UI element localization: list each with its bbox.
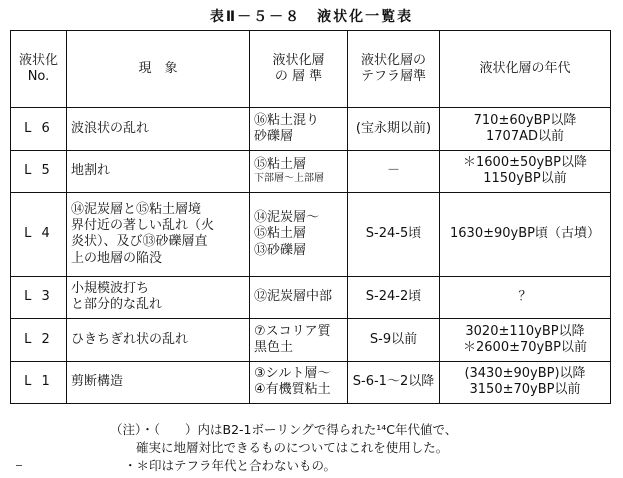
phenomenon-line: 上の地層の陥没	[71, 250, 163, 266]
liquefaction-table	[10, 30, 611, 404]
phenomenon-line: 小規模波打ち	[71, 281, 150, 297]
layer-line: ⑮粘土層	[254, 157, 307, 172]
age-line: 1630±90yBP頃（古墳）	[450, 226, 600, 242]
cell-layer	[250, 108, 348, 150]
cell-age	[440, 361, 611, 403]
cell-no: L 4	[11, 193, 67, 277]
header-tephra	[348, 31, 440, 108]
phenomenon-line: ⑭泥炭層と⑮粘土層境	[71, 201, 202, 217]
phenomenon-line: ひきちぎれ状の乱れ	[71, 331, 189, 347]
cell-layer	[250, 276, 348, 318]
table-row	[11, 108, 611, 150]
cell-layer	[250, 319, 348, 361]
table-title: 表Ⅱ－５－８ 液状化一覧表	[209, 9, 414, 25]
cell-age	[440, 150, 611, 192]
cell-age	[440, 319, 611, 361]
table-row	[11, 150, 611, 192]
age-line: 3020±110yBP以降	[465, 323, 585, 339]
cell-tephra: －	[348, 150, 440, 192]
layer-line: ⑯粘土混り	[254, 112, 320, 128]
cell-phenomenon	[67, 193, 250, 277]
layer-line: ⑦スコリア質	[254, 323, 331, 339]
cell-phenomenon	[67, 108, 250, 150]
cell-tephra: S-6-1～2以降	[348, 361, 440, 403]
header-no-line2: No.	[27, 69, 50, 85]
layer-line: ③シルト層～	[254, 366, 331, 382]
header-layer	[250, 31, 348, 108]
age-line: 1707AD以前	[486, 128, 564, 144]
header-no-line1: 液状化	[18, 52, 58, 68]
cell-tephra: S-24-2頃	[348, 276, 440, 318]
cell-tephra: S-9以前	[348, 319, 440, 361]
cell-phenomenon	[67, 276, 250, 318]
cell-phenomenon	[67, 150, 250, 192]
cell-phenomenon	[67, 319, 250, 361]
table-row	[11, 193, 611, 277]
cell-layer	[250, 193, 348, 277]
age-line: 1150yBP以前	[483, 171, 567, 187]
header-phenomenon: 現 象	[67, 31, 250, 108]
layer-line: ④有機質粘土	[254, 382, 331, 398]
cell-layer	[250, 150, 348, 192]
age-line: (3430±90yBP)以降	[464, 366, 586, 382]
header-layer-line1: 液状化層	[272, 52, 325, 68]
layer-line: 黒色土	[254, 339, 294, 355]
layer-line: ⑭泥炭層～	[254, 210, 320, 226]
layer-line: 下部層～上部層	[254, 173, 324, 185]
phenomenon-line: 地割れ	[71, 163, 111, 179]
cell-no: L 2	[11, 319, 67, 361]
margin-mark	[16, 465, 22, 466]
header-age: 液状化層の年代	[440, 31, 611, 108]
phenomenon-line: 剪断構造	[71, 374, 124, 390]
age-line: 710±60yBP以降	[473, 112, 577, 128]
note-line-1: （注）・（ ）内はB2-1ボーリングで得られた¹⁴C年代値で、	[110, 422, 458, 437]
phenomenon-line: 波浪状の乱れ	[71, 120, 150, 136]
cell-phenomenon	[67, 361, 250, 403]
cell-no: L 5	[11, 150, 67, 192]
cell-no: L 3	[11, 276, 67, 318]
header-tephra-line2: テフラ層準	[360, 69, 426, 85]
age-line: ＊2600±70yBP以前	[463, 339, 587, 355]
cell-age	[440, 276, 611, 318]
cell-layer	[250, 361, 348, 403]
header-row	[11, 31, 611, 108]
cell-age	[440, 108, 611, 150]
layer-line: 砂礫層	[254, 128, 294, 144]
cell-no: L 6	[11, 108, 67, 150]
cell-tephra: (宝永期以前)	[348, 108, 440, 150]
table-row	[11, 361, 611, 403]
phenomenon-line: と部分的な乱れ	[71, 297, 163, 313]
cell-no: L 1	[11, 361, 67, 403]
header-no	[11, 31, 67, 108]
phenomenon-line: 界付近の著しい乱れ（火	[71, 218, 215, 234]
cell-tephra: S-24-5頃	[348, 193, 440, 277]
age-line: ＊1600±50yBP以降	[463, 155, 587, 171]
age-line: ？	[518, 289, 532, 305]
layer-line: ⑫泥炭層中部	[254, 289, 333, 305]
header-tephra-line1: 液状化層の	[360, 52, 426, 68]
table-row	[11, 319, 611, 361]
age-line: 3150±70yBP以前	[469, 382, 581, 398]
table-row	[11, 276, 611, 318]
header-layer-line2: の 層 準	[274, 69, 323, 85]
layer-line: ⑬砂礫層	[254, 242, 307, 258]
phenomenon-line: 炎状）、及び⑬砂礫層直	[71, 234, 208, 250]
layer-line: ⑮粘土層	[254, 226, 307, 242]
cell-age	[440, 193, 611, 277]
note-line-2: 確実に地層対比できるものについてはこれを使用した。	[136, 440, 449, 455]
note-line-3: ・＊印はテフラ年代と合わないもの。	[124, 458, 337, 473]
